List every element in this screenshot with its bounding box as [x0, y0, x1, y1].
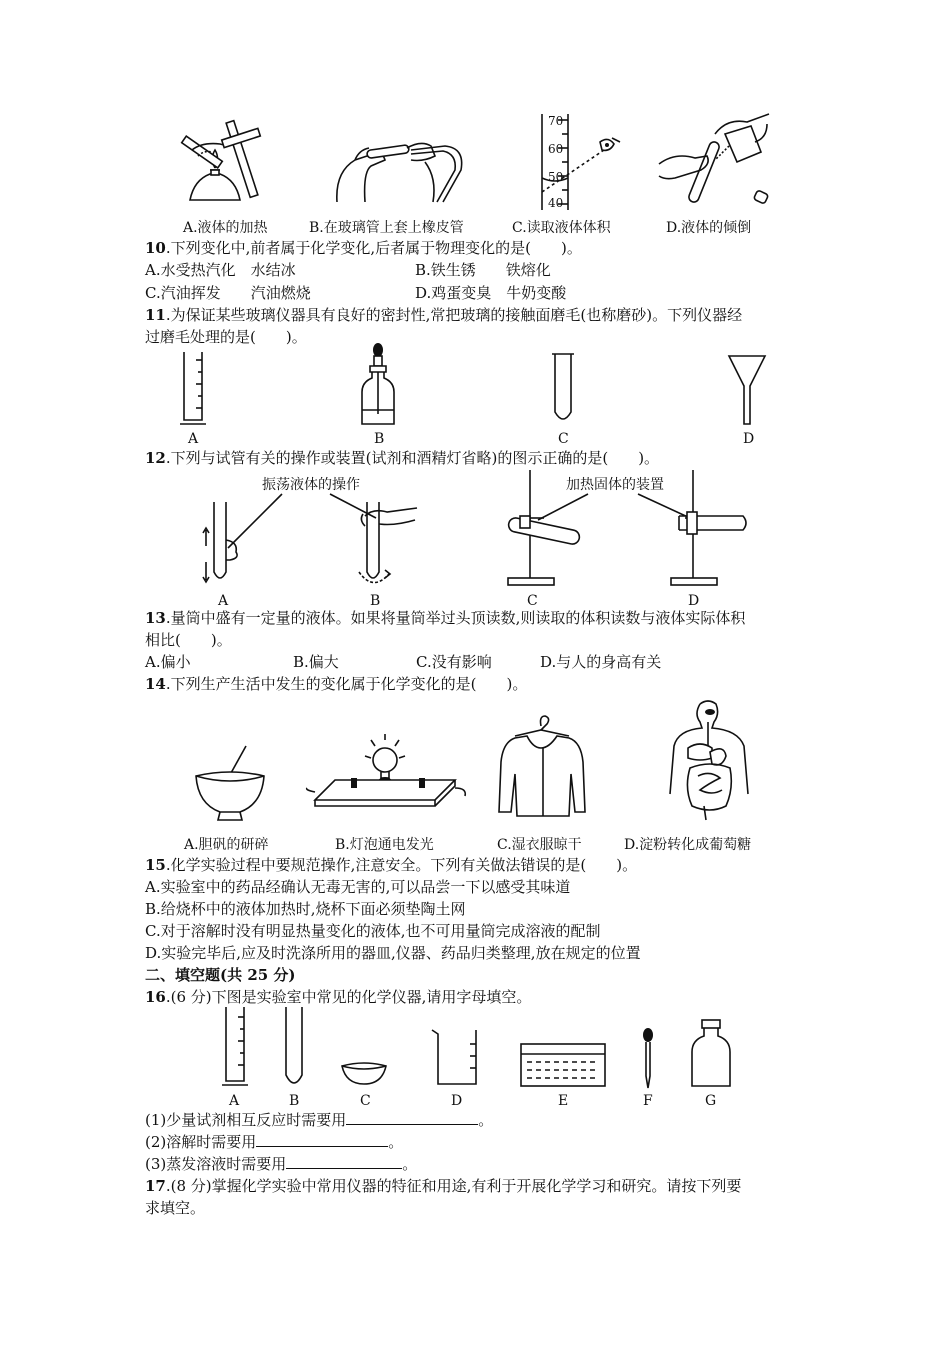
question-number: 12 [145, 449, 166, 467]
answer-blank[interactable] [286, 1154, 402, 1169]
q16-blank-3: (3)蒸发溶液时需要用 。 [145, 1155, 418, 1173]
q14-option-d: D.淀粉转化成葡萄糖 [624, 837, 752, 853]
q11-label-c: C [558, 431, 569, 447]
section-title: 二、填空题(共 25 分) [145, 966, 296, 984]
q10-option-c: C.汽油挥发 汽油燃烧 [145, 284, 311, 302]
q16-label-d: D [451, 1093, 463, 1109]
q16-stem: 16.(6 分)下图是实验室中常见的化学仪器,请用字母填空。 [145, 988, 532, 1006]
question-number: 14 [145, 675, 166, 693]
reagent-bottle-icon [690, 1018, 732, 1090]
q10-option-a: A.水受热汽化 水结冰 [145, 261, 296, 279]
question-number: 11 [145, 306, 166, 324]
q13-option-d: D.与人的身高有关 [540, 653, 662, 671]
test-tube-icon [282, 1005, 306, 1089]
q17-stem-line2: 求填空。 [145, 1199, 206, 1217]
dropper-icon [640, 1028, 656, 1090]
mortar-pestle-illustration [190, 740, 270, 828]
q14-option-c: C.湿衣服晾干 [497, 837, 582, 853]
q14-option-a: A.胆矾的研碎 [184, 837, 269, 853]
q17-stem-line1: 17.(8 分)掌握化学实验中常用仪器的特征和用途,有利于开展化学学习和研究。请按下列要 [145, 1177, 742, 1195]
q13-option-a: A.偏小 [145, 653, 191, 671]
q11-stem-line1: 11.为保证某些玻璃仪器具有良好的密封性,常把玻璃的接触面磨毛(也称磨砂)。下列仪器经 [145, 306, 743, 324]
q9-option-c: C.读取液体体积 [512, 220, 611, 236]
q11-label-b: B [374, 431, 385, 447]
callout-shake-label: 振荡液体的操作 [262, 477, 360, 493]
answer-blank[interactable] [256, 1132, 388, 1147]
question-number: 16 [145, 988, 166, 1006]
q15-option-b: B.给烧杯中的液体加热时,烧杯下面必须垫陶土网 [145, 900, 466, 918]
q16-label-c: C [360, 1093, 371, 1109]
q15-option-c: C.对于溶解时没有明显热量变化的液体,也不可用量筒完成溶液的配制 [145, 922, 601, 940]
q16-label-b: B [289, 1093, 300, 1109]
q13-option-c: C.没有影响 [416, 653, 492, 671]
cylinder-tick-label: 60 [548, 142, 564, 156]
cylinder-tick-label: 70 [548, 114, 564, 128]
q16-blank-1: (1)少量试剂相互反应时需要用 。 [145, 1111, 494, 1129]
cylinder-tick-label: 40 [548, 196, 564, 210]
q16-label-g: G [705, 1093, 717, 1109]
heating-solid-tilted-up-illustration [500, 466, 590, 588]
water-trough-icon [519, 1042, 607, 1088]
evaporating-dish-icon [338, 1058, 390, 1088]
q13-stem-line2: 相比( )。 [145, 631, 232, 649]
q14-stem: 14.下列生产生活中发生的变化属于化学变化的是( )。 [145, 675, 528, 693]
q9-option-d: D.液体的倾倒 [666, 220, 752, 236]
q11-label-d: D [743, 431, 755, 447]
callout-lines [0, 0, 952, 600]
q11-stem-line2: 过磨毛处理的是( )。 [145, 328, 307, 346]
heating-solid-horizontal-illustration [665, 466, 755, 588]
q12-stem: 12.下列与试管有关的操作或装置(试剂和酒精灯省略)的图示正确的是( )。 [145, 449, 660, 467]
q12-label-a: A [218, 593, 229, 609]
answer-blank[interactable] [346, 1110, 478, 1125]
q10-stem: 10.下列变化中,前者属于化学变化,后者属于物理变化的是( )。 [145, 239, 582, 257]
digestive-system-illustration [660, 698, 760, 826]
graduated-cylinder-icon [220, 1005, 250, 1089]
q11-label-a: A [188, 431, 199, 447]
q9-option-a: A.液体的加热 [183, 220, 268, 236]
question-number: 13 [145, 609, 166, 627]
beaker-icon [430, 1028, 482, 1088]
q15-stem: 15.化学实验过程中要规范操作,注意安全。下列有关做法错误的是( )。 [145, 856, 638, 874]
q12-label-c: C [527, 593, 538, 609]
question-number: 10 [145, 239, 166, 257]
tube-shake-wrist-illustration [355, 500, 425, 592]
light-bulb-circuit-illustration [305, 730, 470, 820]
q13-option-b: B.偏大 [293, 653, 339, 671]
q15-option-d: D.实验完毕后,应及时洗涤所用的器皿,仪器、药品归类整理,放在规定的位置 [145, 944, 641, 962]
question-number: 17 [145, 1177, 166, 1195]
q16-label-e: E [558, 1093, 569, 1109]
q12-label-b: B [370, 593, 381, 609]
q13-stem-line1: 13.量筒中盛有一定量的液体。如果将量筒举过头顶读数,则读取的体积读数与液体实际体积 [145, 609, 746, 627]
q16-blank-2: (2)溶解时需要用 。 [145, 1133, 404, 1151]
q15-option-a: A.实验室中的药品经确认无毒无害的,可以品尝一下以感受其味道 [145, 878, 571, 896]
q10-option-d: D.鸡蛋变臭 牛奶变酸 [415, 284, 567, 302]
q16-label-a: A [229, 1093, 240, 1109]
q14-option-b: B.灯泡通电发光 [335, 837, 434, 853]
clothes-drying-illustration [495, 712, 590, 824]
q10-option-b: B.铁生锈 铁熔化 [415, 261, 551, 279]
tube-shake-vertical-illustration [200, 500, 250, 592]
q16-label-f: F [643, 1093, 653, 1109]
question-number: 15 [145, 856, 166, 874]
q12-label-d: D [688, 593, 700, 609]
callout-heat-label: 加热固体的装置 [566, 477, 664, 493]
q9-option-b: B.在玻璃管上套上橡皮管 [309, 220, 464, 236]
cylinder-tick-label: 50 [548, 170, 564, 184]
